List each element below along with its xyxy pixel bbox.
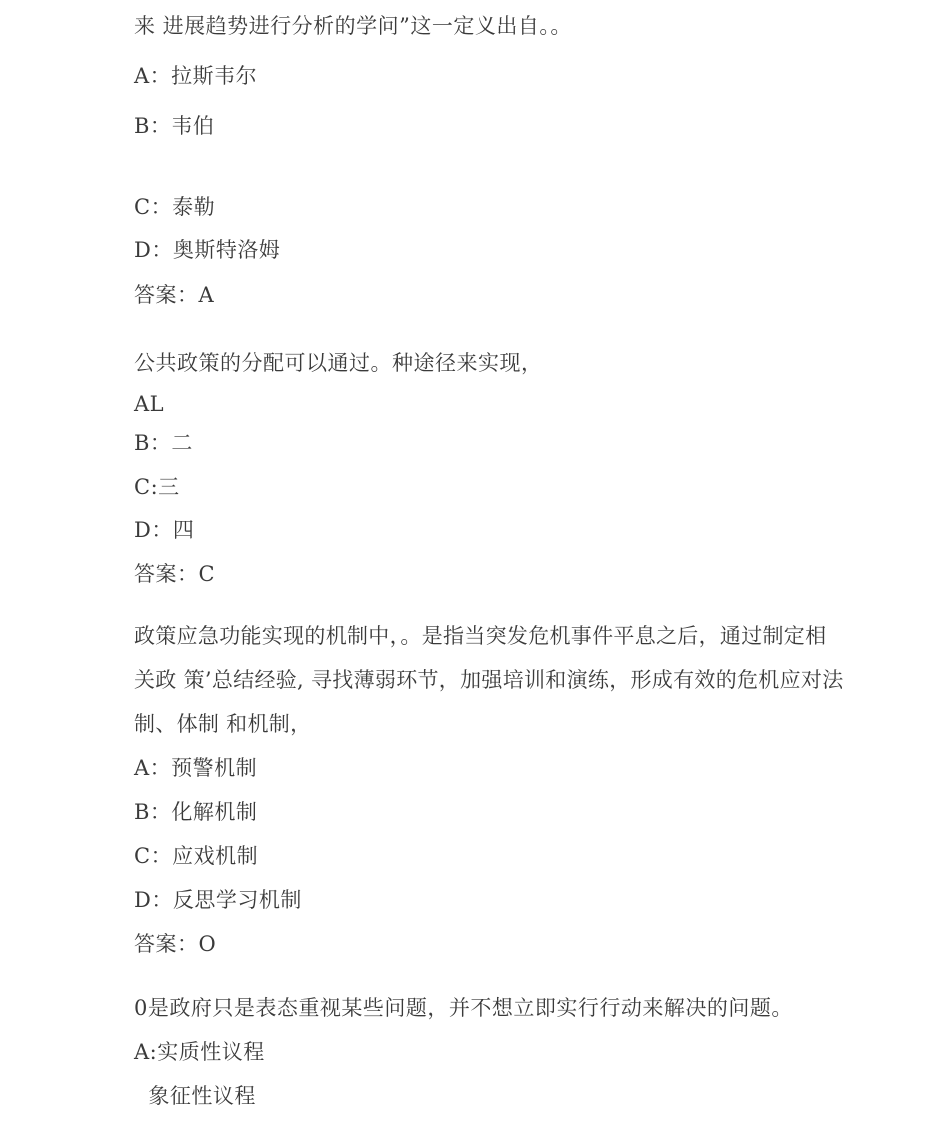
question-3-option-c: C：应戏机制 (134, 844, 259, 868)
question-1-option-c: C：泰勒 (134, 195, 216, 219)
question-3-stem-line-1: 政策应急功能实现的机制中，。是指当突发危机事件平息之后，通过制定相 (134, 624, 827, 648)
question-4-option-b: 象征性议程 (134, 1084, 256, 1108)
question-3-option-b: B：化解机制 (134, 800, 258, 824)
question-2-stem: 公共政策的分配可以通过。种途径来实现， (134, 351, 543, 375)
question-3-option-a: A：预警机制 (134, 756, 258, 780)
question-4-stem: 0是政府只是表态重视某些问题，并不想立即实行行动来解决的问题。 (134, 996, 793, 1020)
question-3-option-d: D：反思学习机制 (134, 888, 302, 912)
question-2-option-a: AL (134, 392, 165, 416)
question-1-option-a: A：拉斯韦尔 (134, 64, 258, 88)
question-1-option-b: B：韦伯 (134, 114, 215, 138)
question-3-answer: 答案：O (134, 932, 217, 956)
question-3-stem-line-2: 关政 策’总结经验, 寻找薄弱环节，加强培训和演练，形成有效的危机应对法 (134, 668, 844, 692)
question-1-stem: 来 进展趋势进行分析的学问”这一定义出自。。 (134, 14, 572, 38)
question-4-option-a: A:实质性议程 (134, 1040, 265, 1064)
question-2-option-b: B：二 (134, 431, 193, 455)
question-1-option-d: D：奥斯特洛姆 (134, 238, 281, 262)
question-2-option-d: D：四 (134, 518, 195, 542)
question-3-stem-line-3: 制、体制 和机制， (134, 712, 312, 736)
question-2-answer: 答案：C (134, 562, 216, 586)
question-1-answer: 答案：A (134, 283, 215, 307)
question-2-option-c: C:三 (134, 475, 180, 499)
